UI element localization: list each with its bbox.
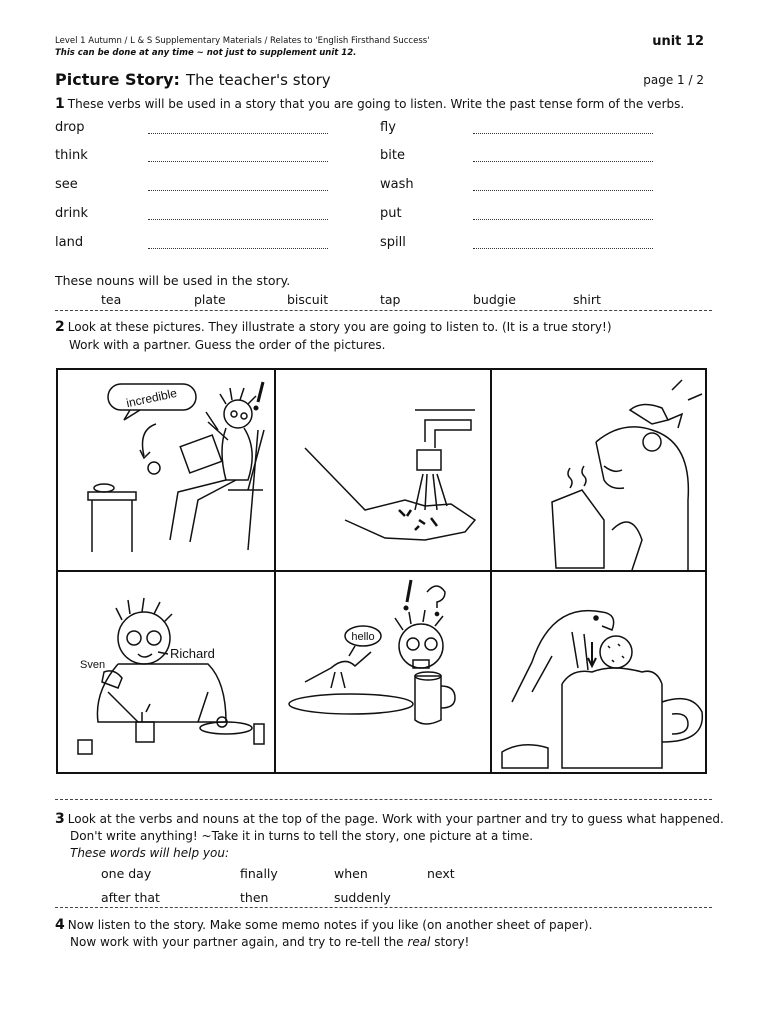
noun-0: tea	[101, 292, 122, 307]
incredible-bubble-text: incredible	[125, 385, 179, 411]
drinking-man-drawing	[492, 370, 709, 573]
q4-line2	[70, 934, 469, 950]
answer-line-right-4[interactable]	[473, 247, 653, 249]
helper-word: after that	[101, 890, 160, 905]
picture-panel-mug	[492, 572, 709, 775]
picture-grid	[56, 368, 707, 774]
verb-left-4: land	[55, 235, 84, 250]
answer-line-left-4[interactable]	[148, 247, 328, 249]
q3-line1: Look at the verbs and nouns at the top of the page. Work with your partner and try to guess what happened.	[67, 812, 724, 826]
q2-instruction	[55, 319, 612, 335]
answer-line-right-1[interactable]	[473, 160, 653, 162]
q2-line2: Work with a partner. Guess the order of the pictures.	[69, 338, 386, 352]
verb-right-2: wash	[380, 177, 414, 192]
q3-instruction	[55, 811, 724, 827]
unit-label: unit 12	[652, 34, 704, 49]
header-note-line: This can be done at any time ~ not just to supplement unit 12.	[55, 48, 357, 58]
q4-line2-a: Now work with your partner again, and try to re-tell the	[70, 935, 408, 949]
answer-line-right-0[interactable]	[473, 132, 653, 134]
section-divider	[55, 907, 712, 908]
helper-word: then	[240, 890, 269, 905]
picture-panel-tap	[275, 370, 492, 573]
q4-line2-em: real	[407, 935, 431, 949]
nouns-intro: These nouns will be used in the story.	[55, 273, 291, 288]
picture-panel-hello	[275, 572, 492, 775]
section-divider	[55, 310, 712, 311]
answer-line-left-1[interactable]	[148, 160, 328, 162]
q1-instruction	[55, 96, 684, 112]
hello-bird-drawing	[275, 572, 492, 775]
helper-word: finally	[240, 866, 278, 881]
verb-right-0: fly	[380, 120, 396, 135]
q1-number: 1	[55, 96, 65, 112]
picture-panel-sven-richard	[58, 572, 275, 775]
helper-word: suddenly	[334, 890, 391, 905]
verb-right-4: spill	[380, 235, 406, 250]
verb-left-1: think	[55, 148, 88, 163]
bird-mug-drawing	[492, 572, 709, 775]
section-divider	[55, 799, 712, 800]
verb-left-0: drop	[55, 120, 85, 135]
helper-word: when	[334, 866, 368, 881]
picture-panel-drinking	[492, 370, 709, 573]
answer-line-right-3[interactable]	[473, 218, 653, 220]
answer-line-left-0[interactable]	[148, 132, 328, 134]
title-bold: Picture Story:	[55, 70, 180, 89]
helper-word: next	[427, 866, 455, 881]
picture-panel-reading	[58, 370, 275, 573]
verb-right-3: put	[380, 206, 402, 221]
answer-line-right-2[interactable]	[473, 189, 653, 191]
verb-left-2: see	[55, 177, 78, 192]
hello-bubble-text: hello	[351, 631, 375, 643]
q3-line3: These words will help you:	[70, 846, 230, 860]
noun-5: shirt	[573, 292, 601, 307]
reading-man-drawing	[58, 370, 275, 573]
q4-line1: Now listen to the story. Make some memo notes if you like (on another sheet of paper).	[67, 918, 593, 932]
q2-number: 2	[55, 319, 65, 335]
q3-line2: Don't write anything! ~Take it in turns to tell the story, one picture at a time.	[70, 829, 534, 843]
q3-number: 3	[55, 811, 65, 827]
sven-label: Sven	[80, 659, 106, 671]
sven-richard-drawing	[58, 572, 275, 775]
noun-3: tap	[380, 292, 401, 307]
page-title	[55, 70, 331, 89]
q1-text: These verbs will be used in a story that you are going to listen. Write the past tense form of the verbs.	[67, 97, 685, 111]
noun-4: budgie	[473, 292, 516, 307]
tap-drawing	[275, 370, 492, 573]
answer-line-left-3[interactable]	[148, 218, 328, 220]
q4-instruction	[55, 917, 592, 933]
verb-right-1: bite	[380, 148, 405, 163]
noun-2: biscuit	[287, 292, 329, 307]
noun-1: plate	[194, 292, 226, 307]
answer-line-left-2[interactable]	[148, 189, 328, 191]
verb-left-3: drink	[55, 206, 88, 221]
header-course-line: Level 1 Autumn / L & S Supplementary Materials / Relates to 'English Firsthand Success'	[55, 36, 430, 46]
richard-label: Richard	[170, 646, 215, 661]
page-number: page 1 / 2	[643, 73, 704, 87]
q2-line1: Look at these pictures. They illustrate a story you are going to listen to. (It is a true story!)	[67, 320, 612, 334]
q4-line2-b: story!	[430, 935, 470, 949]
helper-word: one day	[101, 866, 152, 881]
title-rest: The teacher's story	[185, 71, 331, 89]
q4-number: 4	[55, 917, 65, 933]
